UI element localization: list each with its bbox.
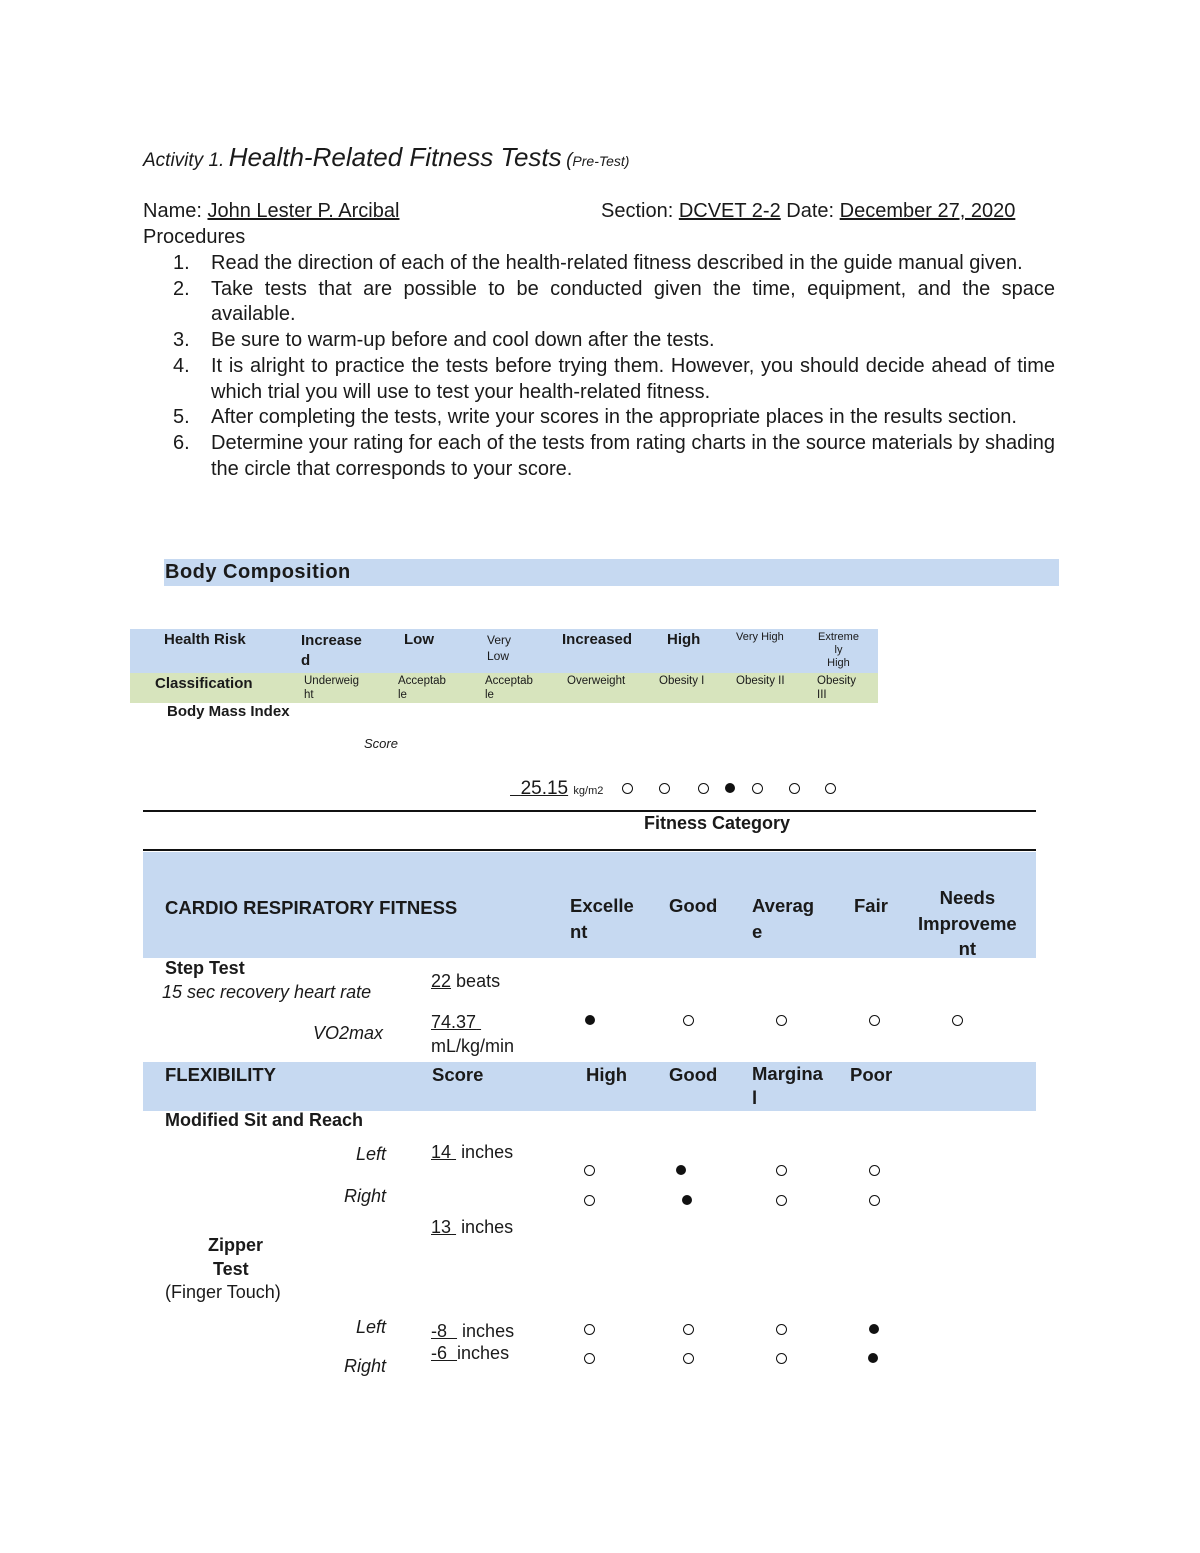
procedure-list <box>143 251 1055 482</box>
procedure-step: 5. After completing the tests, write your scores in the appropriate places in the results section. <box>173 406 1017 429</box>
name-label: Name: <box>143 200 202 222</box>
health-risk-cell: Extreme ly High <box>818 631 859 670</box>
bmi-unit: kg/m2 <box>573 785 604 797</box>
body-composition-heading: Body Composition <box>165 561 351 583</box>
sit-right-rating-empty-circle <box>584 1195 595 1206</box>
classification-label: Classification <box>155 675 253 692</box>
sit-left-rating-empty-circle <box>869 1165 880 1176</box>
title-text: Health-Related Fitness Tests <box>228 142 562 172</box>
flex-col-good: Good <box>669 1064 718 1085</box>
document-title <box>143 142 629 173</box>
vo2-label: VO2max <box>313 1023 384 1043</box>
name-value: John Lester P. Arcibal <box>207 200 400 222</box>
procedures-heading: Procedures <box>143 226 246 248</box>
zip-right-rating-empty-circle <box>776 1353 787 1364</box>
bmi-rating-selected-dot <box>725 783 735 793</box>
zip-right-rating-empty-circle <box>584 1353 595 1364</box>
classification-cell: Obesity I <box>659 675 705 687</box>
zip-left-rating-empty-circle <box>776 1324 787 1335</box>
vo2-rating-empty-circle <box>776 1015 787 1026</box>
zip-left-value: -8 <box>431 1321 448 1341</box>
bmi-rating-empty-circle <box>789 783 800 794</box>
cardio-col-fair: Fair <box>854 895 888 916</box>
cardio-heading: CARDIO RESPIRATORY FITNESS <box>165 897 458 918</box>
recovery-label: 15 sec recovery heart rate <box>162 982 372 1002</box>
zipper-label-1: Zipper <box>208 1235 264 1255</box>
zip-right-value: -6 <box>431 1343 448 1363</box>
recovery-score <box>431 971 500 992</box>
procedure-step: 1. Read the direction of each of the health-related fitness described in the guide manual given. <box>173 252 1023 274</box>
date-label: Date: <box>786 200 835 222</box>
bmi-label: Body Mass Index <box>167 703 290 720</box>
classification-cell: Acceptab le <box>485 675 533 702</box>
classification-cell: Acceptab le <box>398 675 446 702</box>
procedure-step: 6. Determine your rating for each of the tests from rating charts in the source materials by shading the circle that corresponds to your score. <box>173 431 1055 480</box>
activity-label: Activity 1. <box>143 150 225 171</box>
sit-left-unit: inches <box>461 1142 514 1162</box>
health-risk-cell: Low <box>404 631 434 648</box>
recovery-unit: beats <box>456 971 501 991</box>
zip-right-score <box>431 1343 509 1364</box>
sit-right-value: 13 <box>431 1217 452 1237</box>
flex-col-marginal: Margina l <box>752 1063 823 1109</box>
zipper-sub: (Finger Touch) <box>165 1282 281 1302</box>
section-label: Section: <box>601 200 674 222</box>
zip-left-rating-selected-dot <box>869 1324 879 1334</box>
zip-right-rating-selected-dot <box>868 1353 878 1363</box>
bmi-score <box>510 778 603 800</box>
health-risk-cell: Increase d <box>301 632 362 669</box>
classification-cell: Obesity II <box>736 675 785 687</box>
flexibility-heading: FLEXIBILITY <box>165 1064 276 1085</box>
cardio-col-needs-improvement: Needs Improveme nt <box>918 887 1017 960</box>
health-risk-cell: Very Low <box>487 633 512 664</box>
classification-cell: Overweight <box>567 675 626 687</box>
sit-right-unit: inches <box>461 1217 514 1237</box>
zip-left-unit: inches <box>462 1321 515 1341</box>
health-risk-cell: Increased <box>562 631 633 648</box>
classification-cell: Obesity III <box>817 675 856 702</box>
procedure-step: 2. Take tests that are possible to be conducted given the time, equipment, and the space available. <box>173 277 1055 326</box>
zip-right-rating-empty-circle <box>683 1353 694 1364</box>
bmi-rating-empty-circle <box>752 783 763 794</box>
step-test-label: Step Test <box>165 958 245 978</box>
sit-left-score <box>431 1142 513 1163</box>
recovery-value: 22 <box>431 971 452 991</box>
sit-left-value: 14 <box>431 1142 452 1162</box>
pretest-label: Pre-Test) <box>572 153 630 169</box>
cardio-col-excellent: Excelle nt <box>570 895 634 942</box>
zip-left-rating-empty-circle <box>683 1324 694 1335</box>
zip-right-label: Right <box>344 1356 387 1376</box>
bmi-rating-empty-circle <box>825 783 836 794</box>
vo2-unit: mL/kg/min <box>431 1036 515 1056</box>
section-value: DCVET 2-2 <box>678 200 781 222</box>
zipper-label-2: Test <box>213 1259 249 1279</box>
vo2-rating-empty-circle <box>683 1015 694 1026</box>
zip-right-unit: inches <box>457 1343 510 1363</box>
bmi-rating-empty-circle <box>622 783 633 794</box>
flex-col-score: Score <box>432 1064 484 1085</box>
vo2-rating-empty-circle <box>952 1015 963 1026</box>
bmi-rating-empty-circle <box>698 783 709 794</box>
health-risk-cell: High <box>667 631 701 648</box>
vo2-score <box>431 1012 481 1033</box>
procedure-step: 4. It is alright to practice the tests before trying them. However, you should decide ahead of time which trial you will use to test your health-related fitness. <box>173 354 1055 403</box>
flex-col-poor: Poor <box>850 1064 893 1085</box>
sit-right-rating-empty-circle <box>869 1195 880 1206</box>
date-value: December 27, 2020 <box>839 200 1016 222</box>
bmi-score-label: Score <box>364 736 398 751</box>
flex-col-high: High <box>586 1064 628 1085</box>
zip-left-label: Left <box>356 1317 387 1337</box>
open-paren: ( <box>566 150 573 171</box>
vo2-rating-selected-dot <box>585 1015 595 1025</box>
vo2-rating-empty-circle <box>869 1015 880 1026</box>
zip-left-rating-empty-circle <box>584 1324 595 1335</box>
zip-left-score <box>431 1321 514 1342</box>
section-date-line <box>601 200 1015 223</box>
procedure-step: 3. Be sure to warm-up before and cool down after the tests. <box>173 329 715 352</box>
sit-left-rating-empty-circle <box>584 1165 595 1176</box>
rule-bottom <box>143 849 1036 851</box>
name-line <box>143 200 399 223</box>
bmi-value: 25.15 <box>520 778 569 799</box>
cardio-col-average: Averag e <box>752 895 815 942</box>
cardio-col-good: Good <box>669 895 718 916</box>
sit-left-label: Left <box>356 1144 387 1164</box>
sit-reach-label: Modified Sit and Reach <box>165 1110 364 1130</box>
classification-cell: Underweig ht <box>304 675 359 702</box>
vo2-value: 74.37 <box>431 1012 477 1032</box>
sit-right-label: Right <box>344 1186 387 1206</box>
sit-left-rating-empty-circle <box>776 1165 787 1176</box>
sit-left-rating-selected-dot <box>676 1165 686 1175</box>
fitness-category-label: Fitness Category <box>644 813 791 833</box>
bmi-rating-empty-circle <box>659 783 670 794</box>
health-risk-cell: Very High <box>736 631 784 643</box>
health-risk-label: Health Risk <box>164 631 246 648</box>
sit-right-score <box>431 1217 513 1238</box>
sit-right-rating-empty-circle <box>776 1195 787 1206</box>
sit-right-rating-selected-dot <box>682 1195 692 1205</box>
rule-top <box>143 810 1036 812</box>
